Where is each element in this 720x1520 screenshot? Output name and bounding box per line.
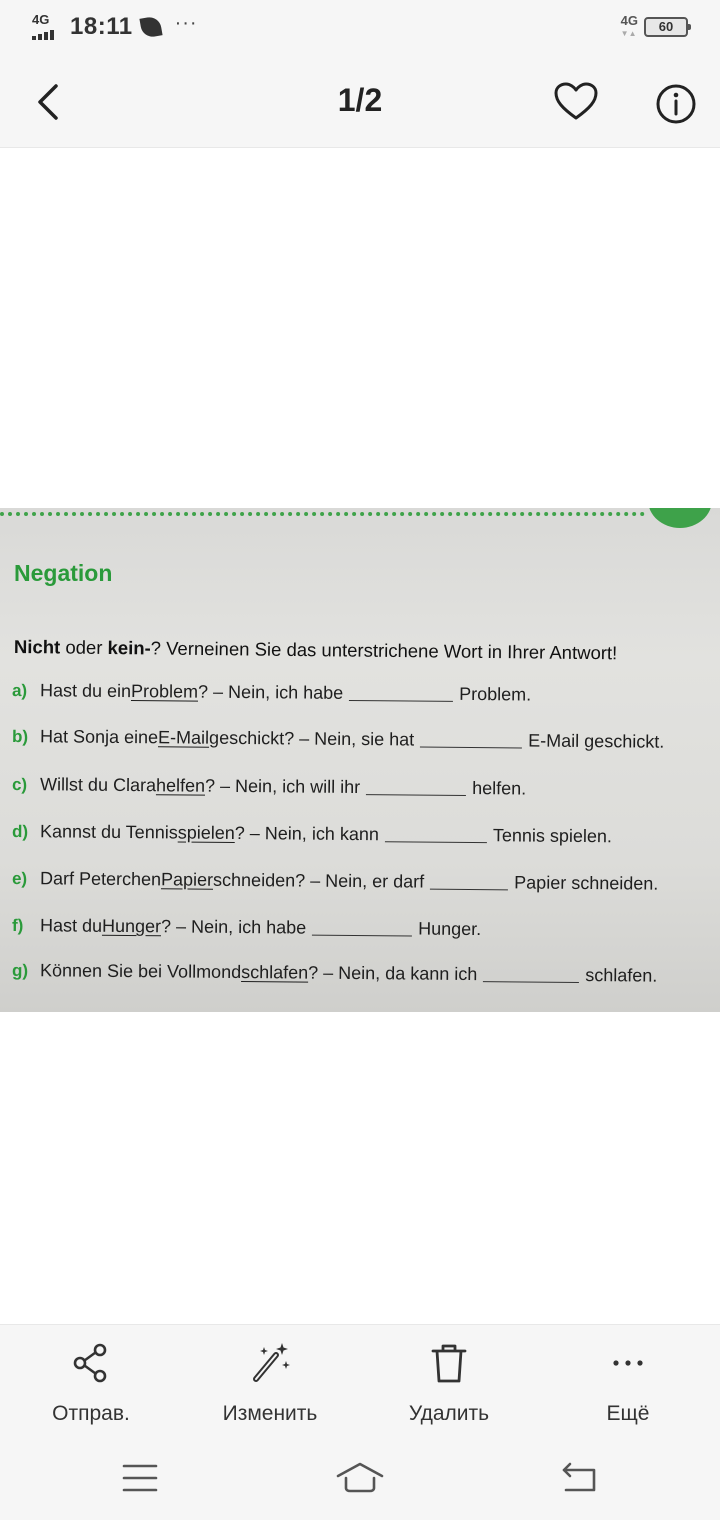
more-notifications-icon: ··· (174, 11, 198, 34)
battery-level: 60 (658, 19, 674, 34)
worksheet-task: Nicht oder kein-? Verneinen Sie das unterstrichene Wort in Ihrer Antwort! (13, 636, 618, 664)
exercise-item: c) Willst du Clara helfen ? – Nein, ich will ihr helfen. (11, 774, 527, 799)
share-label: Отправ. (52, 1402, 130, 1425)
network-indicator: 4G ▼▲ (620, 13, 638, 38)
edit-label: Изменить (222, 1402, 318, 1425)
viewer-header (0, 56, 720, 148)
exercise-item: a) Hast du ein Problem ? – Nein, ich habe Problem. (11, 680, 532, 705)
photo-image[interactable] (0, 508, 720, 1012)
signal-icon: 4G (32, 12, 62, 42)
app-notification-icon (139, 15, 162, 38)
info-icon (654, 82, 698, 126)
status-time: 18:11 (70, 13, 133, 40)
decorative-green-circle (648, 508, 712, 528)
delete-button[interactable] (374, 1341, 524, 1426)
battery-icon (644, 17, 688, 37)
more-button[interactable] (553, 1341, 703, 1426)
exercise-item: e) Darf Peterchen Papier schneiden? – Nein, er darf Papier schneiden. (11, 868, 659, 894)
more-label: Ещё (606, 1402, 650, 1425)
info-button[interactable] (654, 82, 698, 126)
worksheet-heading: Negation (14, 560, 113, 586)
nav-back-button[interactable] (556, 1458, 604, 1498)
share-button[interactable] (16, 1341, 166, 1426)
menu-icon (116, 1458, 164, 1498)
magic-wand-icon (248, 1341, 292, 1385)
exercise-item: g) Können Sie bei Vollmond schlafen ? – Nein, da kann ich schlafen. (11, 960, 658, 986)
decorative-dotted-line (0, 512, 645, 516)
edit-button[interactable] (195, 1341, 345, 1426)
home-icon (336, 1458, 384, 1498)
page-counter: 1/2 (337, 82, 383, 118)
system-nav-bar (0, 1444, 720, 1520)
return-icon (556, 1458, 604, 1498)
exercise-item: b) Hat Sonja eine E-Mail geschickt? – Nein, sie hat E-Mail geschickt. (11, 726, 665, 752)
bottom-toolbar (0, 1324, 720, 1444)
share-icon (69, 1341, 113, 1385)
delete-label: Удалить (408, 1402, 490, 1425)
exercise-item: d) Kannst du Tennis spielen ? – Nein, ich kann Tennis spielen. (11, 821, 613, 847)
status-bar (0, 0, 720, 56)
nav-home-button[interactable] (336, 1458, 384, 1498)
exercise-item: f) Hast du Hunger ? – Nein, ich habe Hunger. (11, 915, 482, 940)
more-dots-icon (606, 1341, 650, 1385)
heart-icon (552, 80, 600, 124)
nav-menu-button[interactable] (116, 1458, 164, 1498)
favorite-button[interactable] (552, 80, 600, 124)
trash-icon (427, 1341, 471, 1385)
